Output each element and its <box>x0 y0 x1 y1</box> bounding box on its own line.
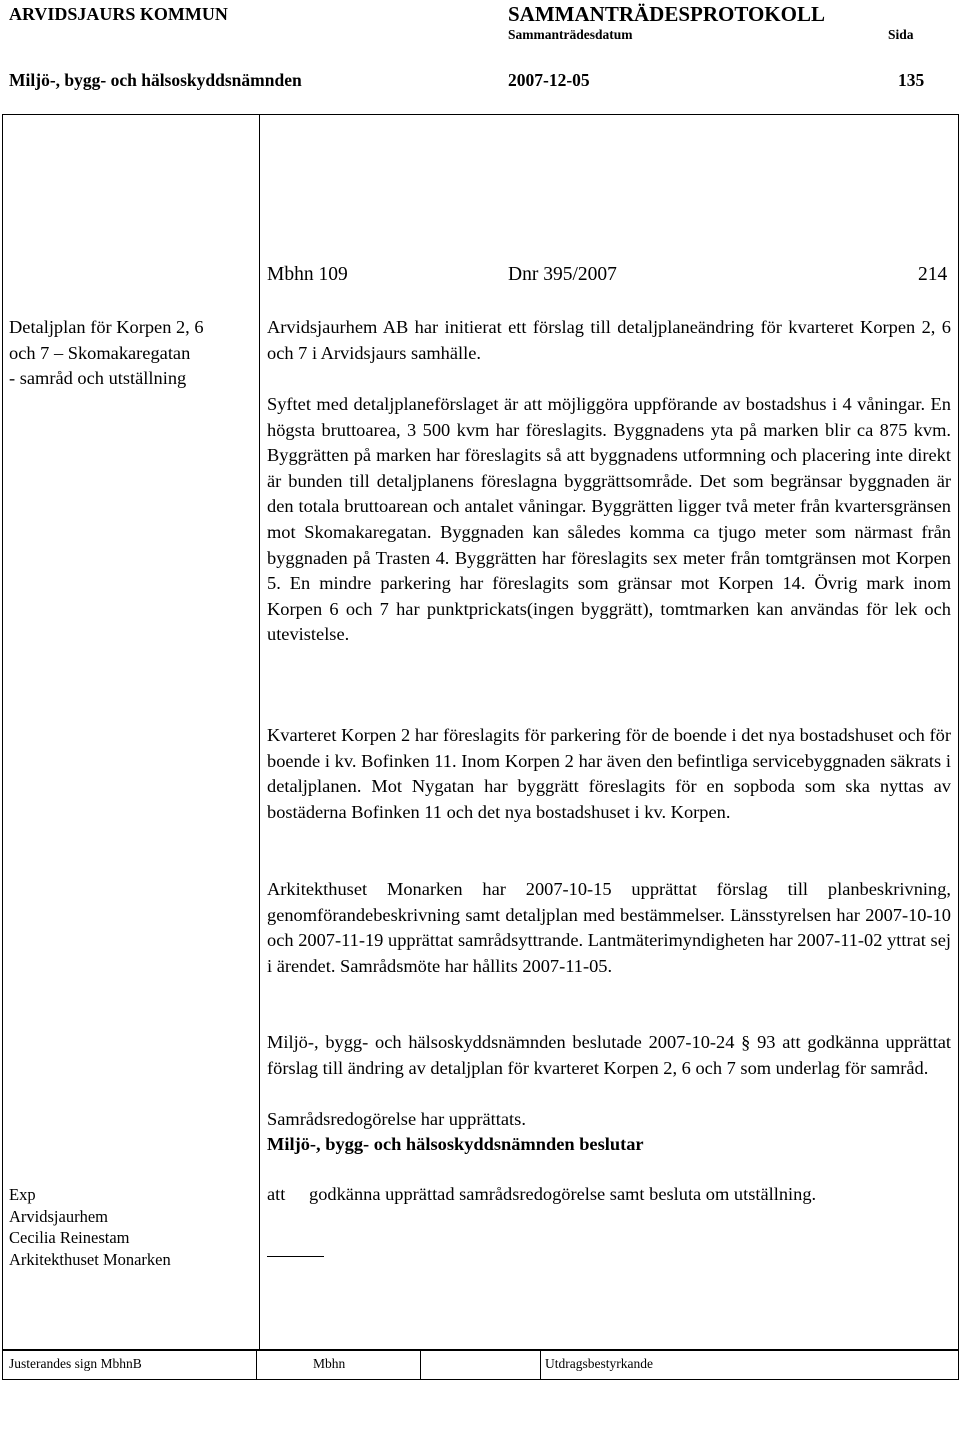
paragraph-purpose: Syftet med detaljplaneförslaget är att möjliggöra uppförande av bostadshus i 4 våningar. En högsta bruttoarea, 3 500 kvm har föreslagits. Byggnadens yta på marken blir ca 875 kvm. Byggrätten på marken har föreslagits så att byggnadens utformning och placering inte direkt är bunden till detaljplanens föreslagna byggrättsområde. Det som begränsar byggnaden är den totala bruttoarean och antalet våningar. Byggrätten ligger två meter från kvartersgränsen mot Skomakaregatan. Byggnaden kan således komma ca tjugo meter som närmast från byggnaden på Trasten 4. Byggrätten har föreslagits sex meter från tomtgränsen mot Korpen 5. En mindre parkering har föreslagits som gränsar mot Korpen 14. Övrig mark inom Korpen 6 och 7 har punktprickats(ingen byggrätt), tomtmarken kan användas för lek och utevistelse. <box>267 394 951 645</box>
paragraph-previous-decision: Miljö-, bygg- och hälsoskyddsnämnden beslutade 2007-10-24 § 93 att godkänna upprättat förslag till ändring av detaljplan för kvarteret Korpen 2, 6 och 7 som underlag för samråd. <box>267 1032 951 1078</box>
decision-text: godkänna upprättad samrådsredogörelse samt besluta om utställning. <box>309 1184 817 1204</box>
page-number: 135 <box>898 70 925 90</box>
distribution-item: Cecilia Reinestam <box>9 1228 130 1247</box>
end-rule <box>267 1256 324 1257</box>
doc-type: SAMMANTRÄDESPROTOKOLL <box>508 2 825 26</box>
item-title-line: och 7 – Skomakaregatan <box>9 342 191 363</box>
footer-extract: Utdragsbestyrkande <box>545 1356 653 1371</box>
item-title-line: - samråd och utställning <box>9 368 187 389</box>
date-label: Sammanträdesdatum <box>508 27 633 42</box>
signature-box <box>2 1350 959 1380</box>
decision-att: att <box>267 1184 286 1204</box>
paragraph-parking: Kvarteret Korpen 2 har föreslagits för parkering för de boende i det nya bostadshuset och för boende i kv. Bofinken 11. Inom Korpen 2 har även den befintliga servicebyggnaden säkrats i detaljplanen. Mot Nygatan har byggrätt föreslagits för en sopboda som ska nyttas av bostäderna Bofinken 11 och det nya bostadshuset i kv. Korpen. <box>267 725 951 822</box>
signature-divider <box>540 1350 541 1380</box>
distribution-list <box>9 1184 259 1270</box>
item-dnr: Dnr 395/2007 <box>508 264 617 285</box>
item-number: 214 <box>918 264 948 285</box>
paragraph-intro: Arvidsjaurhem AB har initierat ett förslag till detaljplaneändring för kvarteret Korpen 2, 6 och 7 i Arvidsjaurs samhälle. <box>267 317 951 363</box>
paragraph-consultation: Samrådsredogörelse har upprättats. <box>267 1109 526 1129</box>
distribution-item: Arvidsjaurhem <box>9 1206 108 1226</box>
distribution-item: Arkitekthuset Monarken <box>9 1249 171 1269</box>
item-mbhn: Mbhn 109 <box>267 264 348 285</box>
page-label: Sida <box>888 27 914 42</box>
decision-heading: Miljö-, bygg- och hälsoskyddsnämnden beslutar <box>267 1134 644 1154</box>
item-title-line: Detaljplan för Korpen 2, 6 <box>9 317 204 337</box>
org-name: ARVIDSJAURS KOMMUN <box>9 4 228 24</box>
paragraph-proposal: Arkitekthuset Monarken har 2007-10-15 upprättat förslag till planbeskrivning, genomförandebeskrivning samt detaljplan med bestämmelser. Länsstyrelsen har 2007-10-10 och 2007-11-19 upprättat samrådsyttrande. Lantmäterimyndigheten har 2007-11-02 yttrat sej i ärendet. Samrådsmöte har hållits 2007-11-05. <box>267 879 951 976</box>
item-title <box>9 315 259 392</box>
footer-mbhn: Mbhn <box>313 1356 346 1371</box>
meeting-date: 2007-12-05 <box>508 70 590 90</box>
footer-sign: Justerandes sign MbhnB <box>9 1356 142 1371</box>
signature-divider <box>256 1350 257 1380</box>
column-divider <box>259 114 260 1350</box>
signature-divider <box>420 1350 421 1380</box>
distribution-item: Exp <box>9 1185 36 1204</box>
committee-name: Miljö-, bygg- och hälsoskyddsnämnden <box>9 70 302 90</box>
